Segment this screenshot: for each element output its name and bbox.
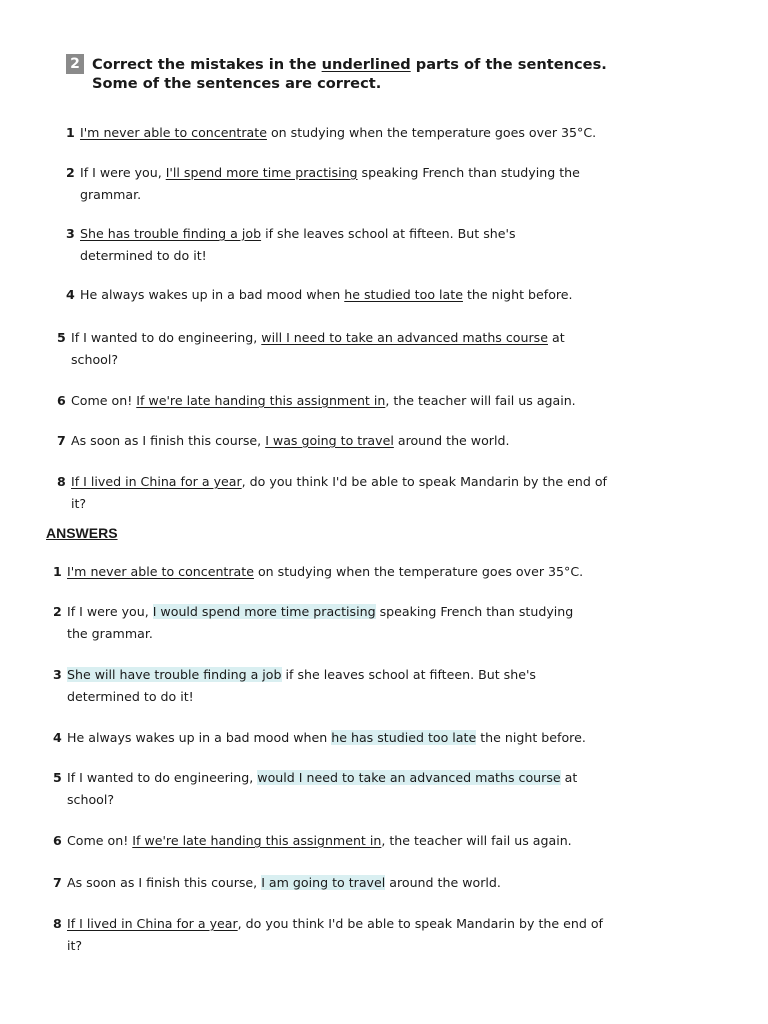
underlined-part: If I lived in China for a year (71, 474, 242, 489)
answer-item (53, 561, 607, 583)
answer-number: 3 (53, 667, 62, 682)
corrected-part: I would spend more time practising (152, 604, 376, 619)
underlined-part: will I need to take an advanced maths course (261, 330, 548, 345)
sentence-text: the night before. (462, 287, 573, 302)
question-number: 8 (57, 474, 66, 489)
question-item (57, 327, 611, 371)
sentence-text: speaking French than studying the grammar. (80, 165, 580, 202)
answer-item (53, 913, 607, 957)
question-number: 2 (66, 165, 75, 180)
sentence-text: , the teacher will fail us again. (381, 833, 572, 848)
answer-item (53, 767, 607, 811)
answer-number: 8 (53, 916, 62, 931)
answer-number: 7 (53, 875, 62, 890)
question-item (57, 471, 611, 515)
sentence-text: if she leaves school at fifteen. But she's determined to do it! (80, 226, 516, 263)
question-number: 4 (66, 287, 75, 302)
sentence-text: at school? (71, 330, 565, 367)
underlined-part: he studied too late (344, 287, 463, 302)
answer-number: 1 (53, 564, 62, 579)
question-number: 3 (66, 226, 75, 241)
answers-heading: ANSWERS (46, 525, 118, 541)
question-item (66, 162, 580, 206)
underlined-part: I was going to travel (265, 433, 394, 448)
exercise-number-badge: 2 (66, 54, 84, 74)
sentence-text: around the world. (393, 433, 510, 448)
answer-item (53, 872, 607, 894)
sentence-text: the night before. (476, 730, 586, 745)
answer-item (53, 664, 567, 708)
instruction-underlined-word: underlined (321, 56, 411, 73)
sentence-text: If I wanted to do engineering, (67, 770, 258, 785)
answer-number: 6 (53, 833, 62, 848)
answer-number: 4 (53, 730, 62, 745)
question-number: 1 (66, 125, 75, 140)
sentence-text: , the teacher will fail us again. (385, 393, 576, 408)
question-item (57, 390, 611, 412)
question-item (57, 430, 611, 452)
corrected-part: would I need to take an advanced maths course (257, 770, 561, 785)
sentence-text: Come on! (71, 393, 137, 408)
underlined-part: If I lived in China for a year (67, 916, 238, 931)
instruction-text: Correct the mistakes in the (92, 56, 322, 73)
sentence-text: speaking French than studying the grammar. (67, 604, 574, 641)
question-item (66, 284, 620, 306)
instruction-text: Some of the sentences are correct. (92, 75, 382, 92)
sentence-text: Come on! (67, 833, 133, 848)
exercise-instructions (92, 55, 612, 93)
sentence-text: at school? (67, 770, 578, 807)
sentence-text: on studying when the temperature goes over 35°C. (253, 564, 584, 579)
question-item (66, 122, 620, 144)
underlined-part: If we're late handing this assignment in (136, 393, 386, 408)
answer-number: 2 (53, 604, 62, 619)
underlined-part: I'm never able to concentrate (80, 125, 267, 140)
underlined-part: If we're late handing this assignment in (132, 833, 382, 848)
sentence-text: , do you think I'd be able to speak Mandarin by the end of it? (67, 916, 603, 953)
sentence-text: if she leaves school at fifteen. But she's determined to do it! (67, 667, 536, 704)
sentence-text: He always wakes up in a bad mood when (80, 287, 345, 302)
underlined-part: I'll spend more time practising (165, 165, 358, 180)
sentence-text: As soon as I finish this course, (67, 875, 262, 890)
answer-number: 5 (53, 770, 62, 785)
underlined-part: She has trouble finding a job (80, 226, 262, 241)
sentence-text: As soon as I finish this course, (71, 433, 266, 448)
question-number: 6 (57, 393, 66, 408)
instruction-text: parts of the sentences. (410, 56, 607, 73)
corrected-part: I am going to travel (261, 875, 386, 890)
underlined-part: I'm never able to concentrate (67, 564, 254, 579)
corrected-part: She will have trouble finding a job (67, 667, 282, 682)
answer-item (53, 727, 607, 749)
question-number: 7 (57, 433, 66, 448)
question-number: 5 (57, 330, 66, 345)
sentence-text: on studying when the temperature goes over 35°C. (266, 125, 597, 140)
question-item (66, 223, 590, 267)
answer-item (53, 830, 607, 852)
sentence-text: If I were you, (80, 165, 166, 180)
sentence-text: If I wanted to do engineering, (71, 330, 262, 345)
sentence-text: If I were you, (67, 604, 153, 619)
sentence-text: , do you think I'd be able to speak Mandarin by the end of it? (71, 474, 607, 511)
answer-item (53, 601, 597, 645)
sentence-text: around the world. (385, 875, 501, 890)
sentence-text: He always wakes up in a bad mood when (67, 730, 332, 745)
corrected-part: he has studied too late (331, 730, 477, 745)
